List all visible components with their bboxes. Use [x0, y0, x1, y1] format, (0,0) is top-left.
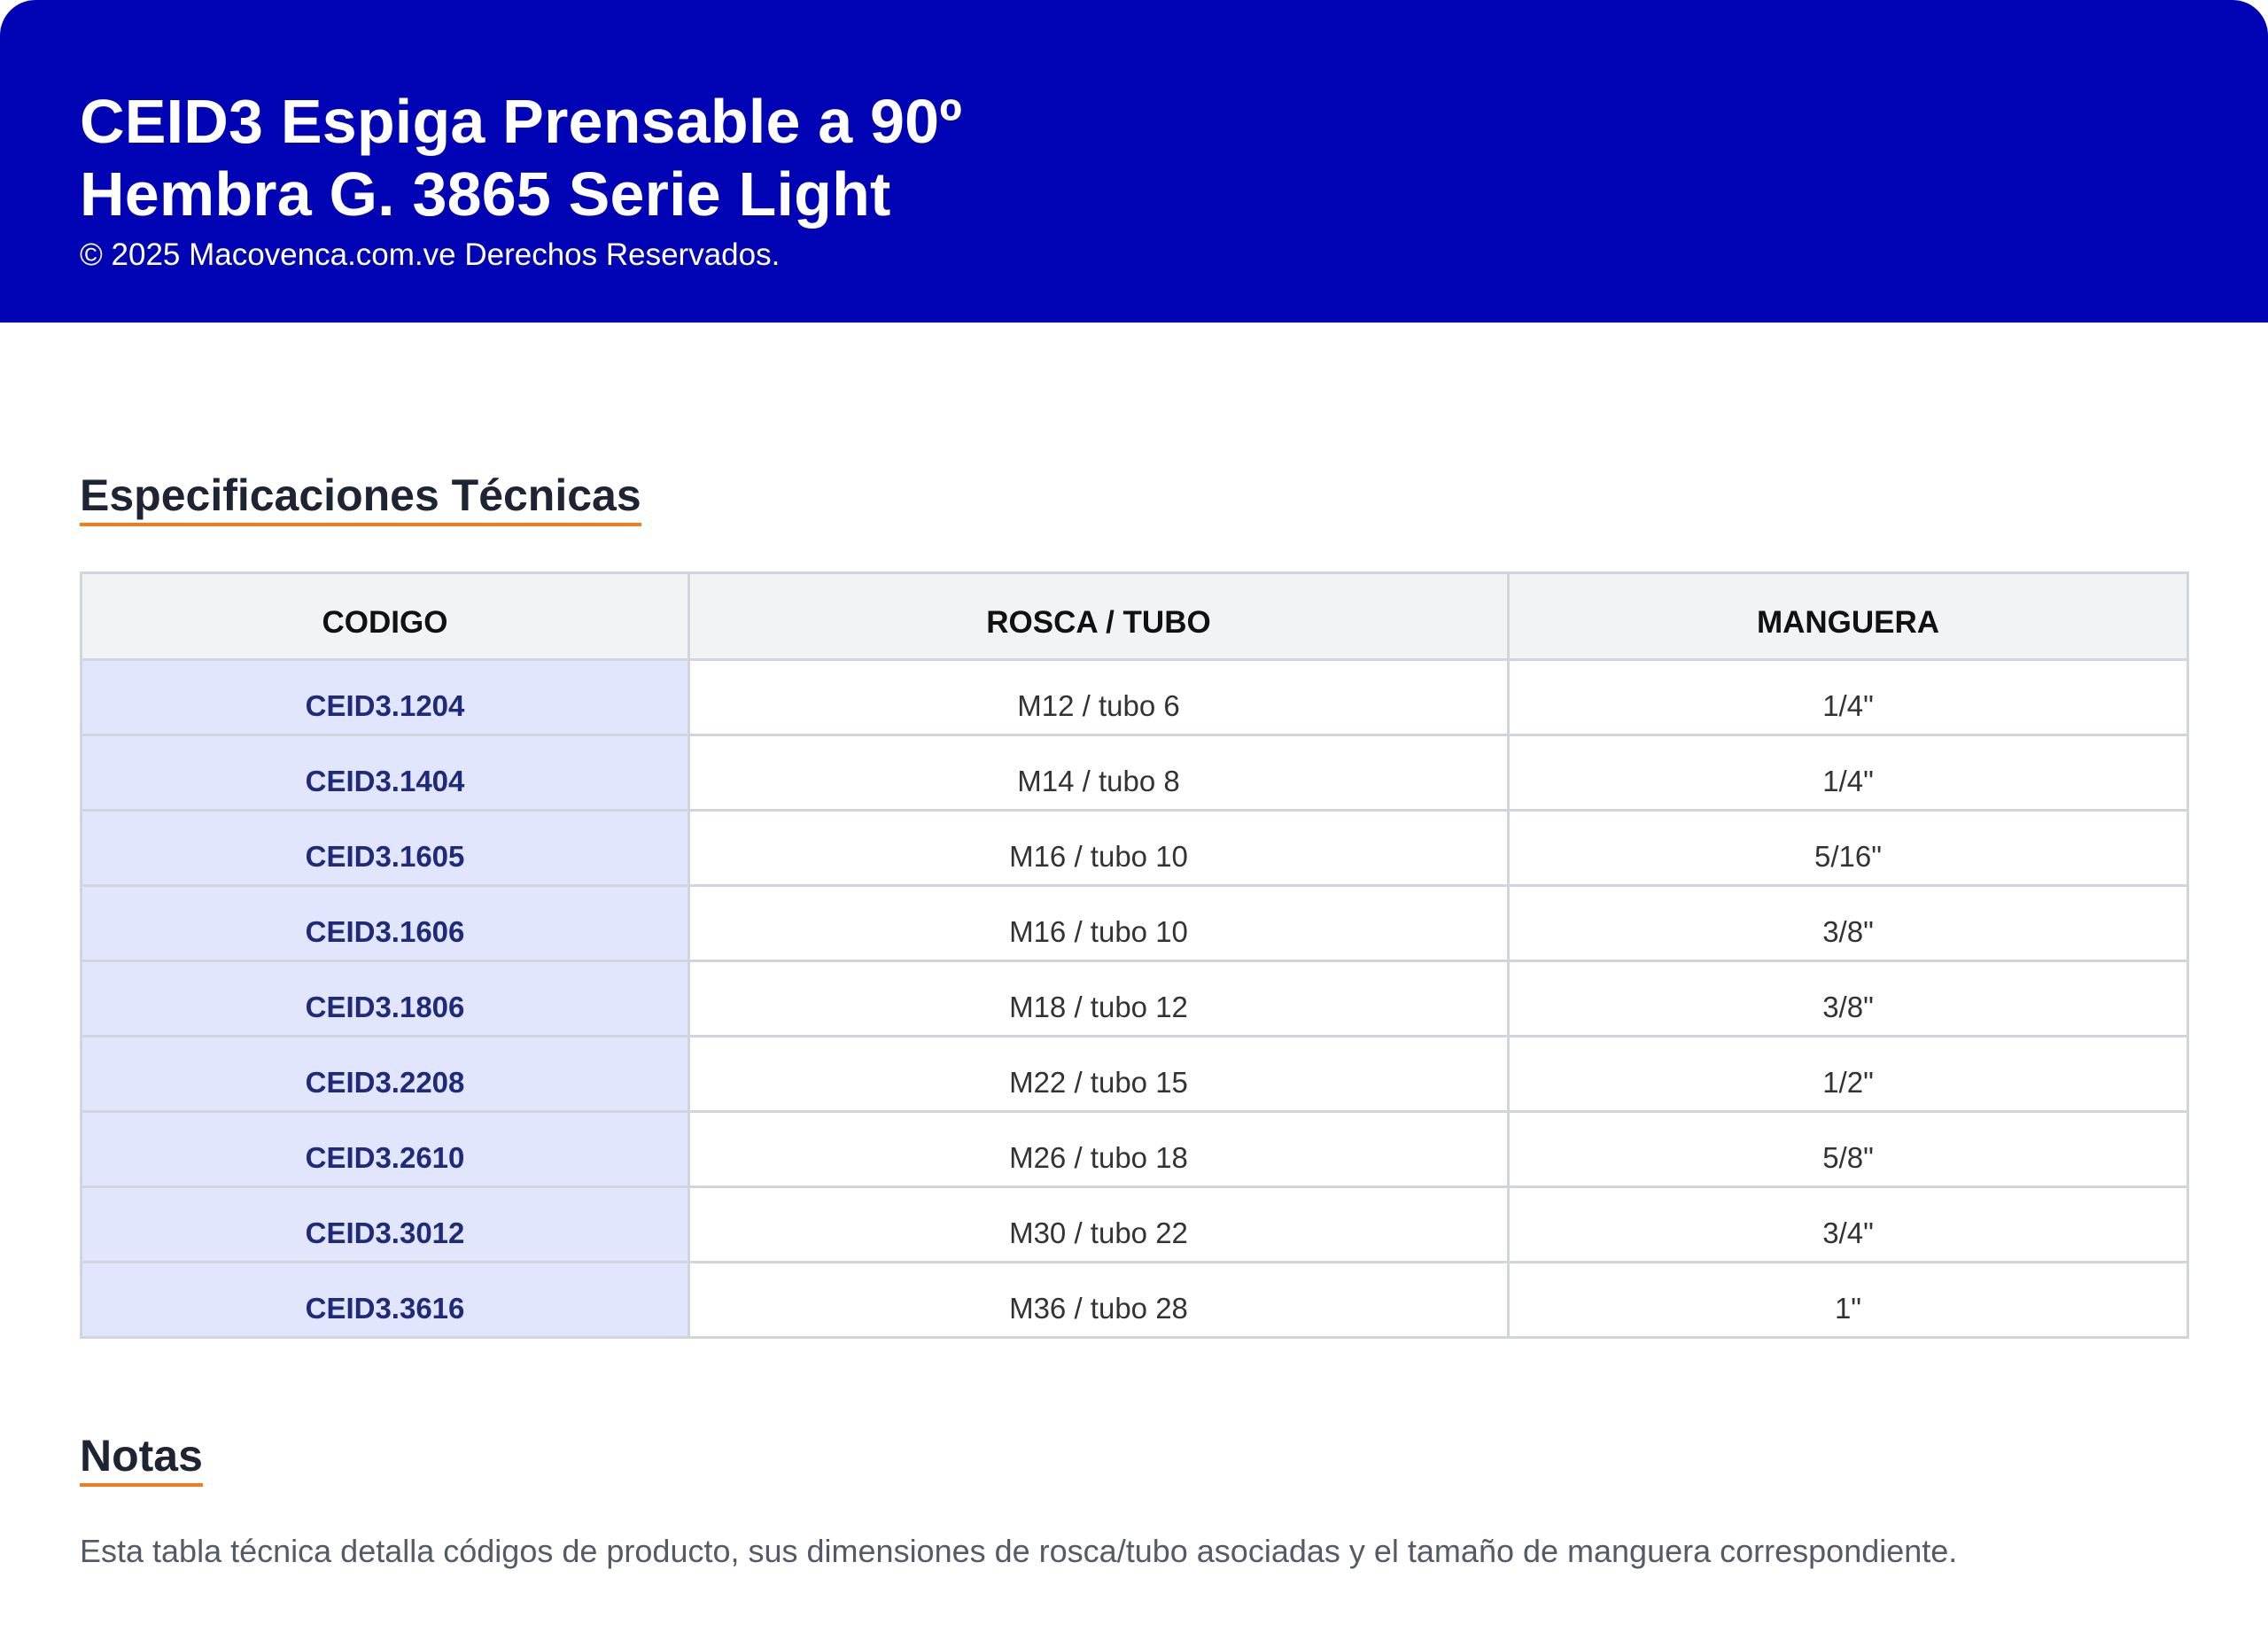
rosca-tubo-cell: M36 / tubo 28 — [689, 1263, 1509, 1338]
column-header-codigo: CODIGO — [82, 573, 689, 660]
rosca-tubo-cell: M14 / tubo 8 — [689, 735, 1509, 811]
specs-section-title: Especificaciones Técnicas — [80, 468, 641, 526]
code-cell: CEID3.1605 — [82, 811, 689, 886]
table-row — [82, 1037, 2188, 1112]
notes-section-title: Notas — [80, 1428, 203, 1487]
manguera-cell: 1/4" — [1509, 735, 2188, 811]
table-row — [82, 811, 2188, 886]
code-cell: CEID3.2208 — [82, 1037, 689, 1112]
code-cell: CEID3.3616 — [82, 1263, 689, 1338]
manguera-cell: 3/8" — [1509, 961, 2188, 1037]
code-cell: CEID3.1606 — [82, 886, 689, 961]
rosca-tubo-cell: M12 / tubo 6 — [689, 660, 1509, 735]
table-row — [82, 1263, 2188, 1338]
table-row — [82, 961, 2188, 1037]
rosca-tubo-cell: M22 / tubo 15 — [689, 1037, 1509, 1112]
code-cell: CEID3.1404 — [82, 735, 689, 811]
rosca-tubo-cell: M26 / tubo 18 — [689, 1112, 1509, 1187]
table-row — [82, 1112, 2188, 1187]
table-row — [82, 735, 2188, 811]
rosca-tubo-cell: M16 / tubo 10 — [689, 811, 1509, 886]
title-line-1: CEID3 Espiga Prensable a 90º — [80, 87, 963, 156]
code-cell: CEID3.3012 — [82, 1187, 689, 1263]
code-cell: CEID3.1204 — [82, 660, 689, 735]
manguera-cell: 1" — [1509, 1263, 2188, 1338]
header-banner — [0, 0, 2268, 323]
code-cell: CEID3.1806 — [82, 961, 689, 1037]
rosca-tubo-cell: M16 / tubo 10 — [689, 886, 1509, 961]
column-header-rosca-tubo: ROSCA / TUBO — [689, 573, 1509, 660]
table-header-row — [82, 573, 2188, 660]
manguera-cell: 5/8" — [1509, 1112, 2188, 1187]
copyright-text: © 2025 Macovenca.com.ve Derechos Reservados. — [80, 237, 781, 272]
manguera-cell: 1/4" — [1509, 660, 2188, 735]
column-header-manguera: MANGUERA — [1509, 573, 2188, 660]
manguera-cell: 1/2" — [1509, 1037, 2188, 1112]
table-row — [82, 660, 2188, 735]
specs-table — [80, 571, 2189, 1339]
manguera-cell: 5/16" — [1509, 811, 2188, 886]
code-cell: CEID3.2610 — [82, 1112, 689, 1187]
table-row — [82, 886, 2188, 961]
page-title — [80, 85, 962, 230]
notes-text: Esta tabla técnica detalla códigos de producto, sus dimensiones de rosca/tubo asociadas y el tamaño de manguera correspondiente. — [80, 1533, 1958, 1569]
rosca-tubo-cell: M18 / tubo 12 — [689, 961, 1509, 1037]
rosca-tubo-cell: M30 / tubo 22 — [689, 1187, 1509, 1263]
table-row — [82, 1187, 2188, 1263]
title-line-2: Hembra G. 3865 Serie Light — [80, 159, 891, 229]
manguera-cell: 3/4" — [1509, 1187, 2188, 1263]
manguera-cell: 3/8" — [1509, 886, 2188, 961]
specs-table-container — [80, 571, 2186, 1339]
